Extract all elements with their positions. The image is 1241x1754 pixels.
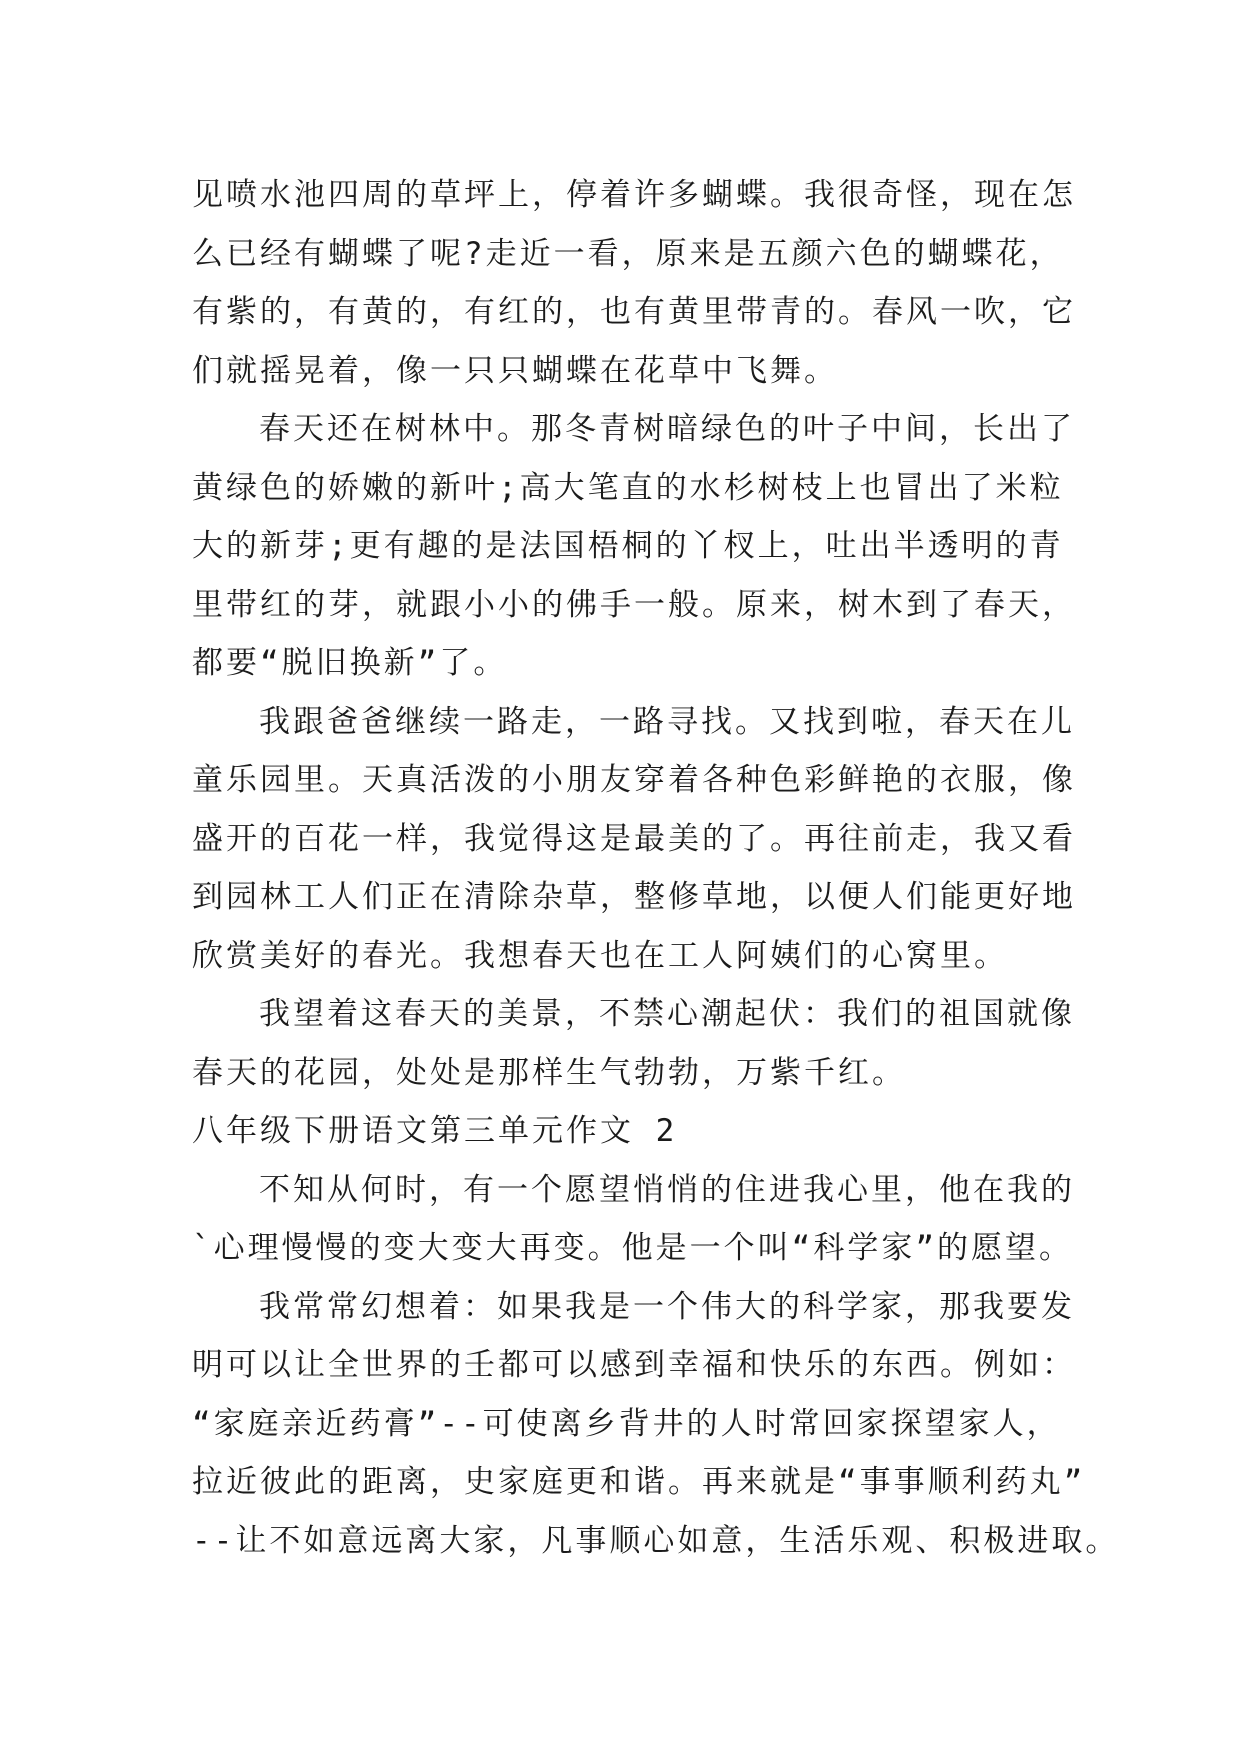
text-line: 里带红的芽，就跟小小的佛手一般。原来，树木到了春天， — [192, 586, 1076, 623]
paragraph-first-line: 我常常幻想着：如果我是一个伟大的科学家，那我要发 — [259, 1288, 1075, 1325]
text-line: 童乐园里。天真活泼的小朋友穿着各种色彩鲜艳的衣服，像 — [192, 762, 1076, 798]
text-line: 有紫的，有黄的，有红的，也有黄里带青的。春风一吹，它 — [192, 294, 1076, 330]
text-line: 黄绿色的娇嫩的新叶;高大笔直的水杉树枝上也冒出了米粒 — [192, 469, 1064, 506]
text-line: `心理慢慢的变大变大再变。他是一个叫“科学家”的愿望。 — [192, 1230, 1073, 1266]
paragraph-first-line: 我望着这春天的美景，不禁心潮起伏：我们的祖国就像 — [259, 996, 1075, 1032]
text-line: 们就摇晃着，像一只只蝴蝶在花草中飞舞。 — [192, 352, 838, 389]
text-line: 春天的花园，处处是那样生气勃勃，万紫千红。 — [192, 1054, 906, 1091]
text-line: 都要“脱旧换新”了。 — [192, 645, 508, 681]
paragraph-first-line: 我跟爸爸继续一路走，一路寻找。又找到啦，春天在儿 — [259, 703, 1075, 740]
text-line: “家庭亲近药膏”--可使离乡背井的人时常回家探望家人， — [192, 1405, 1061, 1442]
text-line: --让不如意远离大家，凡事顺心如意，生活乐观、积极进取。 — [192, 1522, 1120, 1559]
paragraph-first-line: 春天还在树林中。那冬青树暗绿色的叶子中间，长出了 — [259, 411, 1075, 447]
text-line: 么已经有蝴蝶了呢?走近一看，原来是五颜六色的蝴蝶花， — [192, 235, 1064, 272]
text-line: 拉近彼此的距离，史家庭更和谐。再来就是“事事顺利药丸” — [192, 1464, 1086, 1500]
text-line: 欣赏美好的春光。我想春天也在工人阿姨们的心窝里。 — [192, 937, 1008, 974]
text-line: 到园林工人们正在清除杂草，整修草地，以便人们能更好地 — [192, 879, 1076, 915]
text-line: 见喷水池四周的草坪上，停着许多蝴蝶。我很奇怪，现在怎 — [192, 177, 1076, 213]
text-line: 大的新芽;更有趣的是法国梧桐的丫杈上，吐出半透明的青 — [192, 528, 1064, 564]
document-body — [192, 166, 1120, 1570]
section-heading: 八年级下册语文第三单元作文 2 — [192, 1113, 678, 1149]
text-line: 明可以让全世界的壬都可以感到幸福和快乐的东西。例如： — [192, 1347, 1076, 1383]
paragraph-first-line: 不知从何时，有一个愿望悄悄的住进我心里，他在我的 — [259, 1171, 1075, 1208]
text-line: 盛开的百花一样，我觉得这是最美的了。再往前走，我又看 — [192, 820, 1076, 857]
